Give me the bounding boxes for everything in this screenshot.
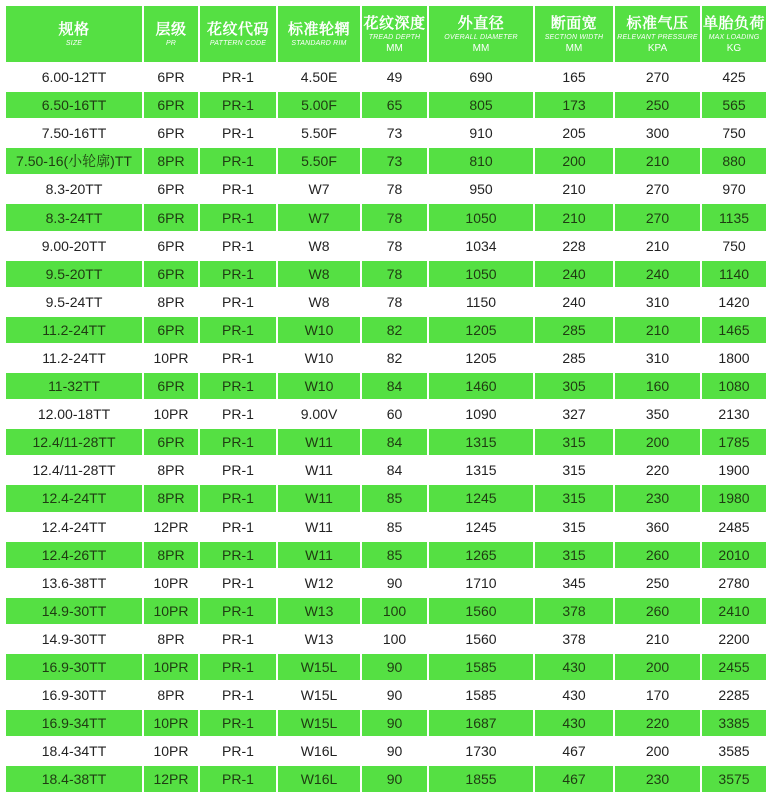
column-header bbox=[143, 6, 199, 63]
table-cell: PR-1 bbox=[199, 625, 277, 653]
table-cell: 350 bbox=[614, 400, 701, 428]
table-cell: 310 bbox=[614, 288, 701, 316]
table-cell: PR-1 bbox=[199, 737, 277, 765]
table-cell: 14.9-30TT bbox=[6, 625, 143, 653]
column-header-unit: KG bbox=[726, 42, 742, 54]
table-cell: W11 bbox=[277, 484, 361, 512]
table-cell: 10PR bbox=[143, 737, 199, 765]
table-cell: W16L bbox=[277, 765, 361, 792]
table-cell: PR-1 bbox=[199, 232, 277, 260]
table-cell: PR-1 bbox=[199, 541, 277, 569]
table-cell: 1150 bbox=[428, 288, 534, 316]
table-cell: 18.4-34TT bbox=[6, 737, 143, 765]
table-cell: 315 bbox=[534, 513, 614, 541]
table-cell: 1900 bbox=[701, 456, 766, 484]
table-cell: 12.4-24TT bbox=[6, 484, 143, 512]
table-cell: 6PR bbox=[143, 232, 199, 260]
table-cell: 60 bbox=[361, 400, 428, 428]
column-header-title: 标准轮辋 bbox=[287, 20, 350, 38]
table-row bbox=[6, 597, 766, 625]
table-cell: 100 bbox=[361, 597, 428, 625]
table-cell: 315 bbox=[534, 428, 614, 456]
table-cell: W11 bbox=[277, 513, 361, 541]
table-cell: 250 bbox=[614, 91, 701, 119]
table-cell: 1205 bbox=[428, 344, 534, 372]
table-cell: 10PR bbox=[143, 344, 199, 372]
table-cell: 210 bbox=[614, 147, 701, 175]
table-cell: 205 bbox=[534, 119, 614, 147]
table-cell: 230 bbox=[614, 484, 701, 512]
table-cell: 6PR bbox=[143, 260, 199, 288]
table-row bbox=[6, 484, 766, 512]
table-row bbox=[6, 625, 766, 653]
table-cell: 1465 bbox=[701, 316, 766, 344]
table-cell: PR-1 bbox=[199, 513, 277, 541]
table-cell: 210 bbox=[534, 203, 614, 231]
table-cell: 240 bbox=[614, 260, 701, 288]
table-cell: 6PR bbox=[143, 91, 199, 119]
column-header-subtitle: TREAD DEPTH bbox=[368, 33, 421, 41]
table-cell: 82 bbox=[361, 316, 428, 344]
table-cell: 270 bbox=[614, 175, 701, 203]
table-row bbox=[6, 372, 766, 400]
table-cell: 210 bbox=[614, 316, 701, 344]
table-cell: 3385 bbox=[701, 709, 766, 737]
table-cell: 200 bbox=[614, 653, 701, 681]
table-cell: 6PR bbox=[143, 175, 199, 203]
header-row bbox=[6, 6, 766, 63]
table-cell: 78 bbox=[361, 260, 428, 288]
column-header-subtitle: OVERALL DIAMETER bbox=[444, 33, 518, 41]
table-cell: W11 bbox=[277, 428, 361, 456]
table-row bbox=[6, 316, 766, 344]
table-cell: 8PR bbox=[143, 147, 199, 175]
table-cell: 85 bbox=[361, 513, 428, 541]
table-cell: 1080 bbox=[701, 372, 766, 400]
table-cell: W10 bbox=[277, 316, 361, 344]
column-header-title: 单胎负荷 bbox=[702, 14, 765, 32]
table-cell: 173 bbox=[534, 91, 614, 119]
table-cell: 73 bbox=[361, 119, 428, 147]
table-cell: 1245 bbox=[428, 513, 534, 541]
table-cell: PR-1 bbox=[199, 428, 277, 456]
table-cell: W7 bbox=[277, 175, 361, 203]
table-cell: 345 bbox=[534, 569, 614, 597]
column-header bbox=[361, 6, 428, 63]
table-cell: 100 bbox=[361, 625, 428, 653]
table-cell: 12.4/11-28TT bbox=[6, 428, 143, 456]
table-cell: 8.3-20TT bbox=[6, 175, 143, 203]
column-header bbox=[614, 6, 701, 63]
table-cell: 6PR bbox=[143, 372, 199, 400]
table-cell: PR-1 bbox=[199, 653, 277, 681]
table-cell: 2285 bbox=[701, 681, 766, 709]
table-cell: 11-32TT bbox=[6, 372, 143, 400]
table-cell: 18.4-38TT bbox=[6, 765, 143, 792]
table-cell: PR-1 bbox=[199, 63, 277, 91]
table-cell: 315 bbox=[534, 484, 614, 512]
column-header bbox=[277, 6, 361, 63]
column-header-title: 花纹深度 bbox=[363, 14, 426, 32]
column-header-title: 外直径 bbox=[457, 14, 505, 32]
table-cell: 8PR bbox=[143, 625, 199, 653]
table-cell: W8 bbox=[277, 232, 361, 260]
table-cell: 6.50-16TT bbox=[6, 91, 143, 119]
table-cell: 12.4-26TT bbox=[6, 541, 143, 569]
tire-spec-table-container bbox=[6, 6, 766, 792]
table-cell: 260 bbox=[614, 541, 701, 569]
table-row bbox=[6, 513, 766, 541]
table-row bbox=[6, 428, 766, 456]
table-cell: 49 bbox=[361, 63, 428, 91]
column-header-subtitle: STANDARD RIM bbox=[291, 39, 347, 47]
table-cell: 85 bbox=[361, 484, 428, 512]
table-cell: 200 bbox=[614, 428, 701, 456]
table-cell: 16.9-34TT bbox=[6, 709, 143, 737]
table-cell: 6PR bbox=[143, 119, 199, 147]
table-cell: 270 bbox=[614, 203, 701, 231]
table-row bbox=[6, 175, 766, 203]
table-cell: 11.2-24TT bbox=[6, 316, 143, 344]
column-header bbox=[6, 6, 143, 63]
table-cell: 13.6-38TT bbox=[6, 569, 143, 597]
table-cell: 285 bbox=[534, 344, 614, 372]
table-cell: 210 bbox=[614, 625, 701, 653]
table-cell: PR-1 bbox=[199, 597, 277, 625]
table-cell: W13 bbox=[277, 597, 361, 625]
table-cell: W7 bbox=[277, 203, 361, 231]
table-cell: 1315 bbox=[428, 456, 534, 484]
table-cell: PR-1 bbox=[199, 709, 277, 737]
table-cell: 10PR bbox=[143, 400, 199, 428]
table-cell: 2010 bbox=[701, 541, 766, 569]
table-cell: 1710 bbox=[428, 569, 534, 597]
column-header-subtitle: RELEVANT PRESSURE bbox=[617, 33, 698, 41]
table-cell: W8 bbox=[277, 288, 361, 316]
table-cell: 950 bbox=[428, 175, 534, 203]
table-cell: 78 bbox=[361, 203, 428, 231]
table-cell: 200 bbox=[614, 737, 701, 765]
column-header-unit: MM bbox=[472, 42, 490, 54]
table-cell: 360 bbox=[614, 513, 701, 541]
table-body bbox=[6, 63, 766, 792]
table-row bbox=[6, 765, 766, 792]
table-cell: W10 bbox=[277, 344, 361, 372]
table-cell: PR-1 bbox=[199, 288, 277, 316]
column-header-title: 规格 bbox=[58, 20, 90, 38]
column-header bbox=[701, 6, 766, 63]
table-cell: 260 bbox=[614, 597, 701, 625]
table-cell: PR-1 bbox=[199, 175, 277, 203]
table-cell: 210 bbox=[534, 175, 614, 203]
table-row bbox=[6, 541, 766, 569]
table-cell: 310 bbox=[614, 344, 701, 372]
table-cell: 8PR bbox=[143, 456, 199, 484]
table-cell: 1687 bbox=[428, 709, 534, 737]
table-cell: W16L bbox=[277, 737, 361, 765]
table-cell: 90 bbox=[361, 737, 428, 765]
table-cell: 12.00-18TT bbox=[6, 400, 143, 428]
table-cell: 2130 bbox=[701, 400, 766, 428]
table-row bbox=[6, 91, 766, 119]
column-header-unit: MM bbox=[565, 42, 583, 54]
table-cell: 1140 bbox=[701, 260, 766, 288]
table-row bbox=[6, 653, 766, 681]
table-cell: 810 bbox=[428, 147, 534, 175]
table-cell: PR-1 bbox=[199, 400, 277, 428]
table-cell: 430 bbox=[534, 681, 614, 709]
table-cell: PR-1 bbox=[199, 260, 277, 288]
table-cell: W13 bbox=[277, 625, 361, 653]
table-row bbox=[6, 709, 766, 737]
table-cell: 160 bbox=[614, 372, 701, 400]
table-cell: 90 bbox=[361, 653, 428, 681]
table-cell: 970 bbox=[701, 175, 766, 203]
table-cell: 84 bbox=[361, 372, 428, 400]
table-cell: W15L bbox=[277, 681, 361, 709]
table-cell: 3585 bbox=[701, 737, 766, 765]
table-cell: 2455 bbox=[701, 653, 766, 681]
table-cell: 10PR bbox=[143, 653, 199, 681]
table-cell: 240 bbox=[534, 260, 614, 288]
table-cell: 750 bbox=[701, 232, 766, 260]
table-cell: 6PR bbox=[143, 316, 199, 344]
column-header bbox=[428, 6, 534, 63]
table-cell: 220 bbox=[614, 456, 701, 484]
table-cell: 7.50-16TT bbox=[6, 119, 143, 147]
table-cell: 378 bbox=[534, 625, 614, 653]
table-cell: 240 bbox=[534, 288, 614, 316]
column-header bbox=[199, 6, 277, 63]
table-cell: 1420 bbox=[701, 288, 766, 316]
table-cell: 425 bbox=[701, 63, 766, 91]
table-cell: PR-1 bbox=[199, 316, 277, 344]
table-cell: 315 bbox=[534, 456, 614, 484]
table-cell: 10PR bbox=[143, 597, 199, 625]
table-cell: 467 bbox=[534, 765, 614, 792]
column-header-subtitle: SECTION WIDTH bbox=[544, 33, 604, 41]
table-cell: 4.50E bbox=[277, 63, 361, 91]
column-header-title: 层级 bbox=[155, 20, 187, 38]
table-row bbox=[6, 681, 766, 709]
table-cell: PR-1 bbox=[199, 372, 277, 400]
table-cell: 12PR bbox=[143, 765, 199, 792]
table-cell: 230 bbox=[614, 765, 701, 792]
table-cell: PR-1 bbox=[199, 203, 277, 231]
table-cell: PR-1 bbox=[199, 681, 277, 709]
table-cell: 305 bbox=[534, 372, 614, 400]
table-cell: 327 bbox=[534, 400, 614, 428]
table-cell: 6PR bbox=[143, 63, 199, 91]
table-cell: W15L bbox=[277, 709, 361, 737]
column-header bbox=[534, 6, 614, 63]
table-row bbox=[6, 569, 766, 597]
table-cell: 73 bbox=[361, 147, 428, 175]
table-cell: 2410 bbox=[701, 597, 766, 625]
table-cell: 1980 bbox=[701, 484, 766, 512]
table-cell: 8PR bbox=[143, 288, 199, 316]
table-cell: 82 bbox=[361, 344, 428, 372]
table-cell: 9.00-20TT bbox=[6, 232, 143, 260]
table-cell: 1855 bbox=[428, 765, 534, 792]
column-header-title: 标准气压 bbox=[626, 14, 689, 32]
table-cell: 8PR bbox=[143, 681, 199, 709]
table-cell: PR-1 bbox=[199, 456, 277, 484]
column-header-subtitle: PR bbox=[165, 39, 177, 47]
table-cell: 78 bbox=[361, 175, 428, 203]
table-cell: 90 bbox=[361, 765, 428, 792]
table-cell: 690 bbox=[428, 63, 534, 91]
table-cell: 8PR bbox=[143, 541, 199, 569]
table-row bbox=[6, 260, 766, 288]
table-cell: 6.00-12TT bbox=[6, 63, 143, 91]
table-cell: 378 bbox=[534, 597, 614, 625]
table-cell: 1245 bbox=[428, 484, 534, 512]
table-cell: 210 bbox=[614, 232, 701, 260]
table-cell: 1785 bbox=[701, 428, 766, 456]
table-cell: PR-1 bbox=[199, 344, 277, 372]
table-cell: 250 bbox=[614, 569, 701, 597]
column-header-title: 花纹代码 bbox=[206, 20, 269, 38]
table-row bbox=[6, 456, 766, 484]
table-cell: 430 bbox=[534, 653, 614, 681]
column-header-unit: MM bbox=[386, 42, 403, 54]
table-cell: 315 bbox=[534, 541, 614, 569]
table-cell: 5.50F bbox=[277, 147, 361, 175]
table-cell: 6PR bbox=[143, 203, 199, 231]
table-cell: 8PR bbox=[143, 484, 199, 512]
table-cell: 1090 bbox=[428, 400, 534, 428]
table-cell: 8.3-24TT bbox=[6, 203, 143, 231]
table-cell: 1205 bbox=[428, 316, 534, 344]
table-cell: 90 bbox=[361, 709, 428, 737]
table-row bbox=[6, 147, 766, 175]
table-cell: 14.9-30TT bbox=[6, 597, 143, 625]
table-cell: 1730 bbox=[428, 737, 534, 765]
table-cell: PR-1 bbox=[199, 119, 277, 147]
table-cell: 16.9-30TT bbox=[6, 681, 143, 709]
table-cell: 9.00V bbox=[277, 400, 361, 428]
table-cell: 7.50-16(小轮廓)TT bbox=[6, 147, 143, 175]
table-cell: 2780 bbox=[701, 569, 766, 597]
table-row bbox=[6, 737, 766, 765]
table-cell: 1315 bbox=[428, 428, 534, 456]
table-cell: 750 bbox=[701, 119, 766, 147]
tire-spec-table bbox=[6, 6, 766, 792]
table-cell: 1585 bbox=[428, 681, 534, 709]
table-cell: 5.00F bbox=[277, 91, 361, 119]
table-cell: 10PR bbox=[143, 569, 199, 597]
table-cell: W10 bbox=[277, 372, 361, 400]
table-row bbox=[6, 288, 766, 316]
table-cell: 10PR bbox=[143, 709, 199, 737]
table-row bbox=[6, 63, 766, 91]
table-cell: 12.4-24TT bbox=[6, 513, 143, 541]
column-header-unit: KPA bbox=[647, 42, 668, 54]
table-cell: 5.50F bbox=[277, 119, 361, 147]
column-header-subtitle: PATTERN CODE bbox=[209, 39, 267, 47]
table-cell: 1265 bbox=[428, 541, 534, 569]
table-cell: 78 bbox=[361, 288, 428, 316]
table-cell: 3575 bbox=[701, 765, 766, 792]
table-cell: 1050 bbox=[428, 203, 534, 231]
table-cell: 285 bbox=[534, 316, 614, 344]
table-cell: 90 bbox=[361, 569, 428, 597]
table-cell: 16.9-30TT bbox=[6, 653, 143, 681]
table-cell: 910 bbox=[428, 119, 534, 147]
table-cell: 1034 bbox=[428, 232, 534, 260]
table-cell: 78 bbox=[361, 232, 428, 260]
table-cell: 805 bbox=[428, 91, 534, 119]
table-cell: PR-1 bbox=[199, 569, 277, 597]
table-cell: 1560 bbox=[428, 597, 534, 625]
table-cell: W11 bbox=[277, 541, 361, 569]
column-header-title: 断面宽 bbox=[550, 14, 598, 32]
table-cell: W12 bbox=[277, 569, 361, 597]
column-header-subtitle: MAX LOADING bbox=[708, 33, 760, 41]
table-cell: W15L bbox=[277, 653, 361, 681]
table-cell: 84 bbox=[361, 428, 428, 456]
table-cell: 84 bbox=[361, 456, 428, 484]
table-cell: 1585 bbox=[428, 653, 534, 681]
table-cell: 12PR bbox=[143, 513, 199, 541]
table-cell: PR-1 bbox=[199, 484, 277, 512]
table-cell: 6PR bbox=[143, 428, 199, 456]
table-header bbox=[6, 6, 766, 63]
table-row bbox=[6, 344, 766, 372]
column-header-subtitle: SIZE bbox=[65, 39, 83, 47]
table-cell: PR-1 bbox=[199, 147, 277, 175]
table-cell: 11.2-24TT bbox=[6, 344, 143, 372]
table-row bbox=[6, 203, 766, 231]
table-cell: W11 bbox=[277, 456, 361, 484]
table-cell: 1800 bbox=[701, 344, 766, 372]
table-cell: 200 bbox=[534, 147, 614, 175]
table-cell: 65 bbox=[361, 91, 428, 119]
table-cell: 300 bbox=[614, 119, 701, 147]
table-cell: 9.5-20TT bbox=[6, 260, 143, 288]
table-cell: PR-1 bbox=[199, 91, 277, 119]
table-cell: 880 bbox=[701, 147, 766, 175]
table-cell: 228 bbox=[534, 232, 614, 260]
table-cell: 565 bbox=[701, 91, 766, 119]
table-cell: 1050 bbox=[428, 260, 534, 288]
table-row bbox=[6, 400, 766, 428]
table-cell: 9.5-24TT bbox=[6, 288, 143, 316]
table-cell: 467 bbox=[534, 737, 614, 765]
table-cell: 85 bbox=[361, 541, 428, 569]
table-cell: 1135 bbox=[701, 203, 766, 231]
table-cell: W8 bbox=[277, 260, 361, 288]
table-cell: 220 bbox=[614, 709, 701, 737]
table-cell: 270 bbox=[614, 63, 701, 91]
table-cell: 1560 bbox=[428, 625, 534, 653]
table-cell: PR-1 bbox=[199, 765, 277, 792]
table-cell: 2200 bbox=[701, 625, 766, 653]
table-cell: 90 bbox=[361, 681, 428, 709]
table-cell: 165 bbox=[534, 63, 614, 91]
table-cell: 170 bbox=[614, 681, 701, 709]
table-cell: 12.4/11-28TT bbox=[6, 456, 143, 484]
table-cell: 2485 bbox=[701, 513, 766, 541]
table-row bbox=[6, 232, 766, 260]
table-cell: 430 bbox=[534, 709, 614, 737]
table-row bbox=[6, 119, 766, 147]
table-cell: 1460 bbox=[428, 372, 534, 400]
